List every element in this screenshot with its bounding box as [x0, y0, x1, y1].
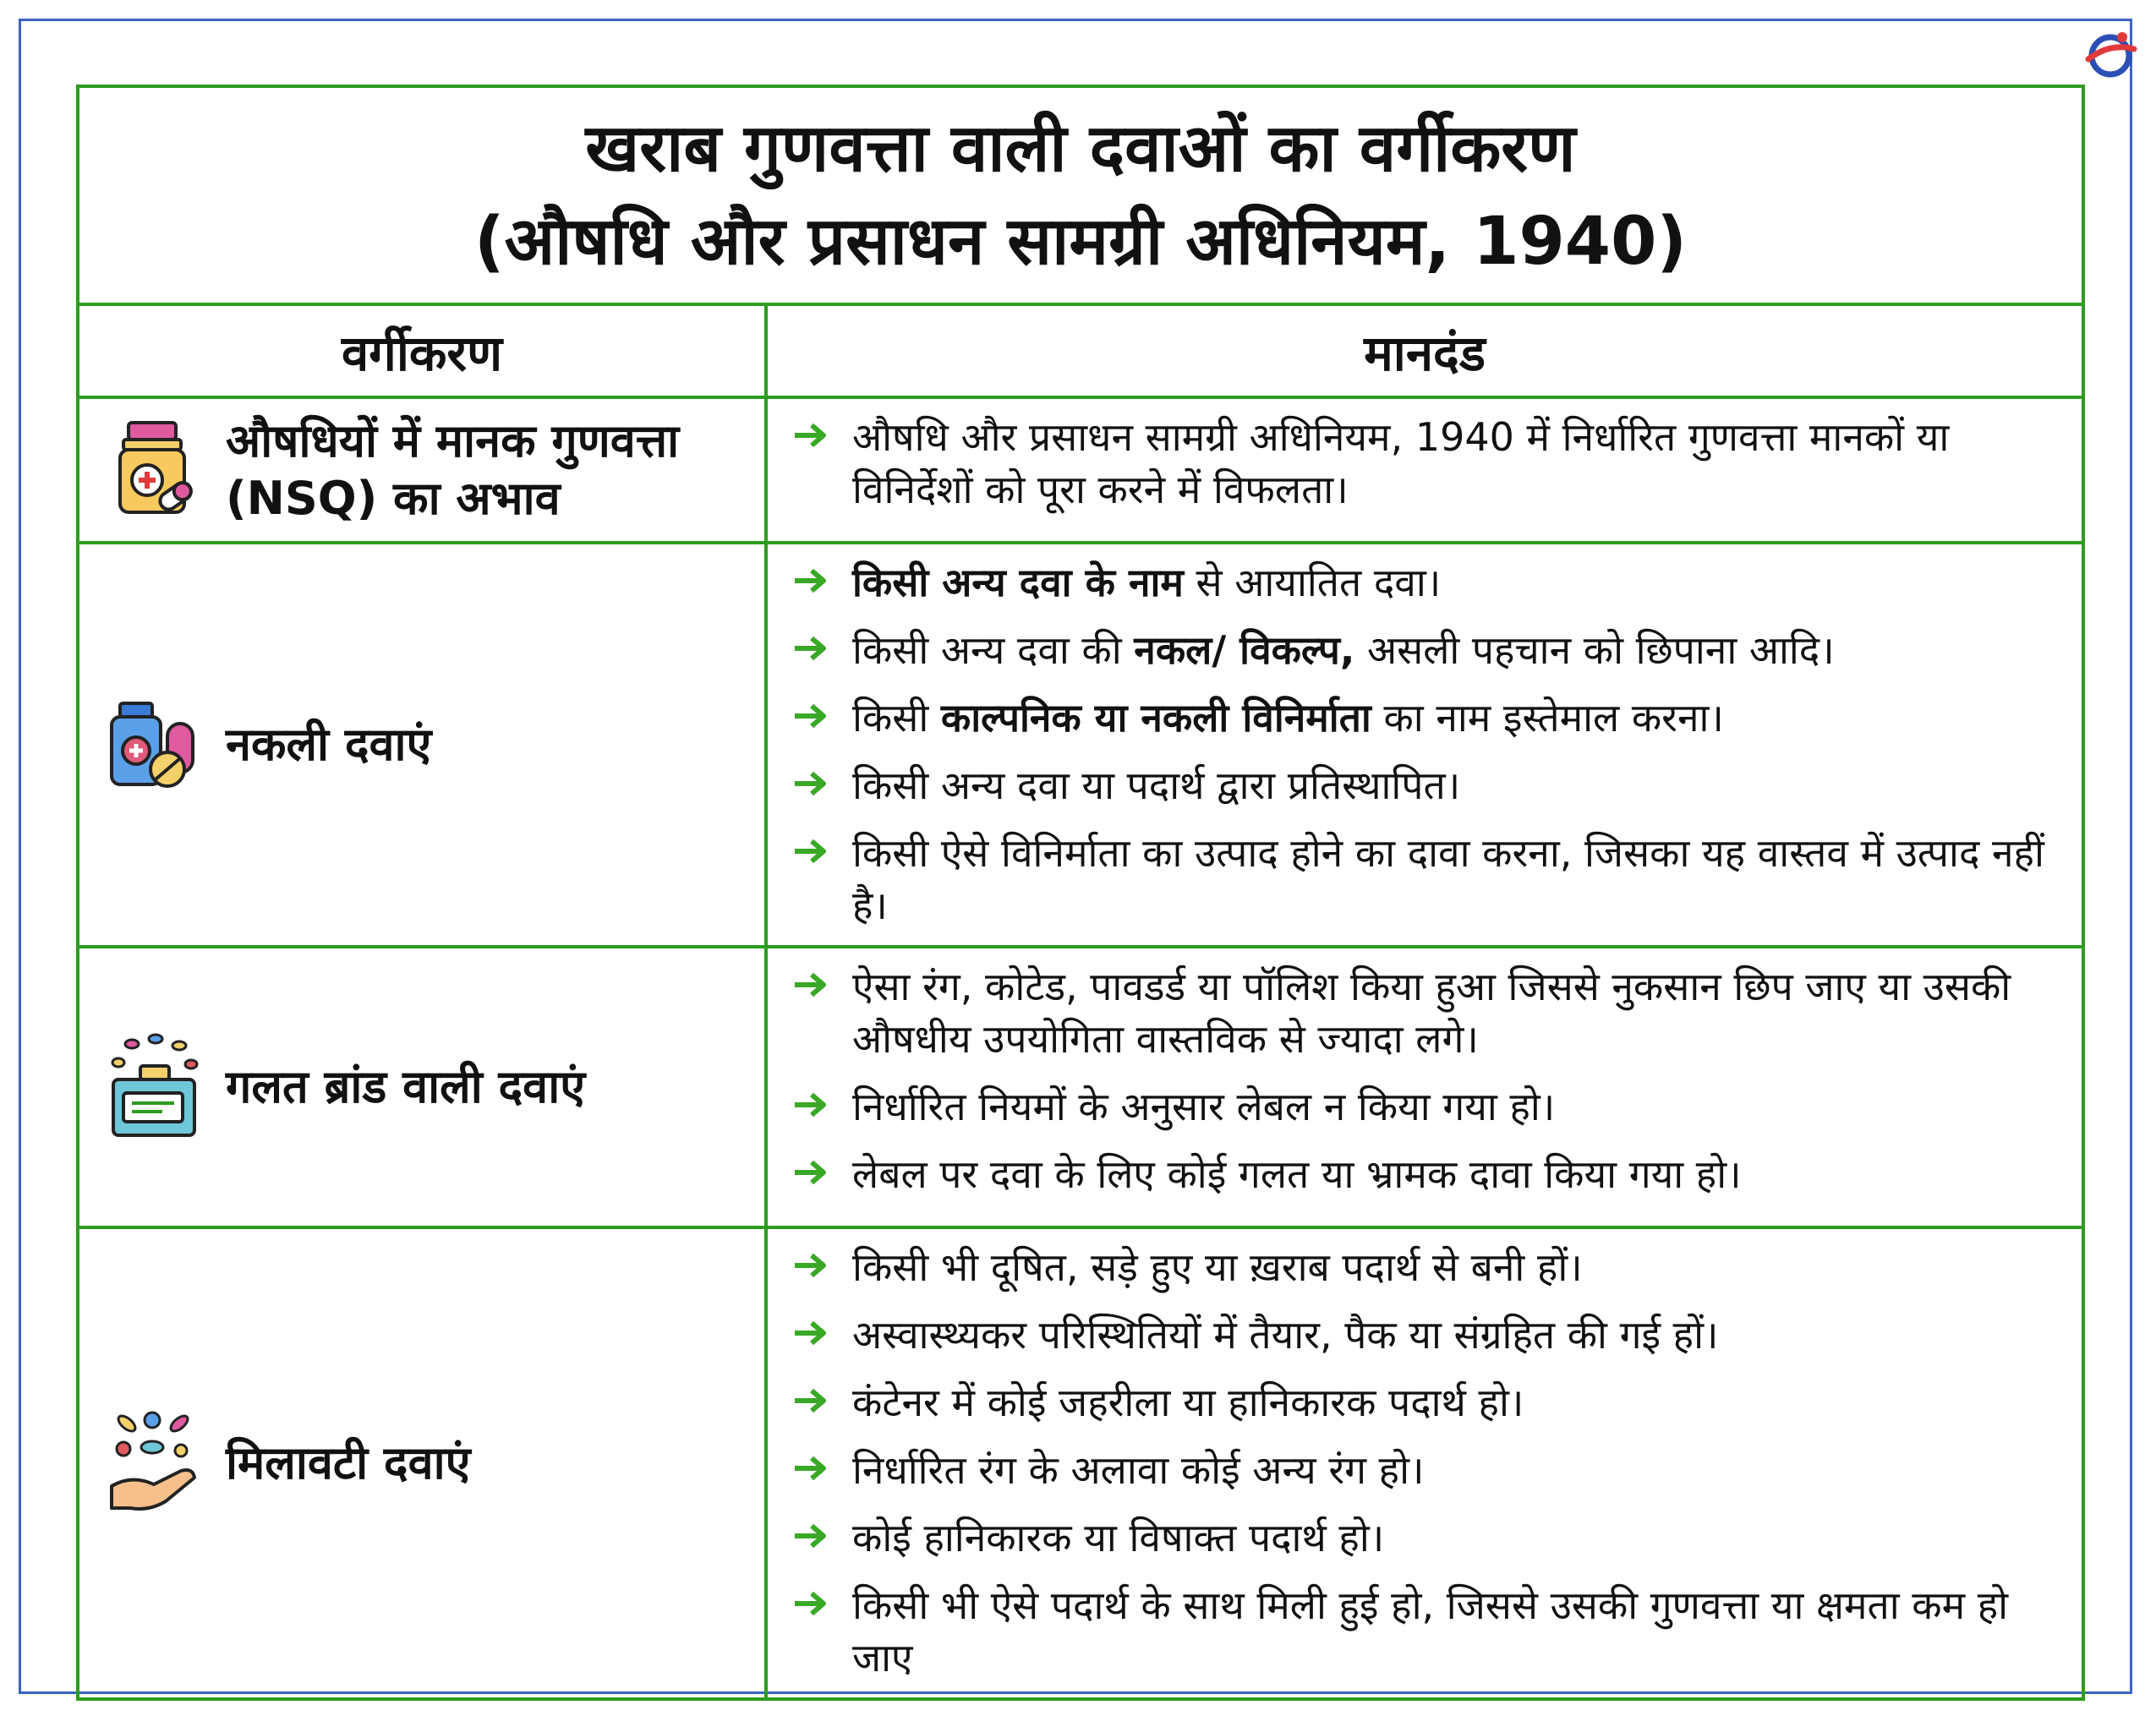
medicine-jar-icon	[105, 415, 202, 525]
arrow-right-icon	[793, 1454, 832, 1483]
arrow-right-icon	[793, 634, 832, 663]
criteria-text: किसी भी दूषित, सड़े हुए या ख़राब पदार्थ से बनी हों।	[852, 1244, 1583, 1290]
title-line-2: (औषधि और प्रसाधन सामग्री अधिनियम, 1940)	[473, 204, 1688, 280]
list-item	[793, 1080, 2073, 1133]
criteria-text: कंटेनर में कोई जहरीला या हानिकारक पदार्थ हो।	[852, 1380, 1524, 1425]
criteria-text: अस्वास्थ्यकर परिस्थितियों में तैयार, पैक या संग्रहित की गई हों।	[852, 1312, 1719, 1358]
criteria-text: किसी	[852, 695, 941, 741]
arrow-right-icon	[793, 566, 832, 595]
criteria-text: असली पहचान को छिपाना आदि।	[1354, 627, 1835, 673]
criteria-text: निर्धारित रंग के अलावा कोई अन्य रंग हो।	[852, 1447, 1425, 1493]
list-item	[793, 1148, 2073, 1200]
category-label-misbranded: गलत ब्रांड वाली दवाएं	[226, 1060, 586, 1113]
list-item	[793, 411, 2073, 516]
list-item	[793, 960, 2073, 1065]
list-item	[793, 691, 2073, 744]
table-row-adulterated	[78, 1227, 2083, 1699]
criteria-text: किसी अन्य दवा या पदार्थ द्वारा प्रतिस्थापित।	[852, 762, 1461, 808]
criteria-text: का नाम इस्तेमाल करना।	[1371, 695, 1724, 741]
list-item	[793, 759, 2073, 812]
list-item	[793, 1309, 2073, 1361]
list-item	[793, 556, 2073, 609]
arrow-right-icon	[793, 1158, 832, 1187]
criteria-text: औषधि और प्रसाधन सामग्री अधिनियम, 1940 में निर्धारित गुणवत्ता मानकों या विनिर्देशों को पूरा करने में विफलता।	[852, 414, 1950, 512]
arrow-right-icon	[793, 837, 832, 866]
arrow-right-icon	[793, 1522, 832, 1550]
criteria-bold-text: किसी अन्य दवा के नाम	[852, 560, 1184, 605]
criteria-list-adulterated	[768, 1229, 2082, 1697]
arrow-right-icon	[793, 769, 832, 798]
criteria-bold-text: काल्पनिक या नकली विनिर्माता	[940, 695, 1371, 741]
criteria-list-misbranded	[768, 948, 2082, 1214]
list-item	[793, 1511, 2073, 1564]
list-item	[793, 1376, 2073, 1429]
category-label-adulterated: मिलावटी दवाएं	[226, 1436, 471, 1489]
arrow-right-icon	[793, 702, 832, 730]
list-item	[793, 624, 2073, 676]
table-title	[78, 86, 2083, 304]
arrow-right-icon	[793, 421, 832, 450]
arrow-right-icon	[793, 1319, 832, 1347]
title-line-1: खराब गुणवत्ता वाली दवाओं का वर्गीकरण	[585, 111, 1576, 187]
arrow-right-icon	[793, 1251, 832, 1280]
header-category: वर्गीकरण	[78, 304, 766, 397]
list-item	[793, 1241, 2073, 1293]
criteria-text: ऐसा रंग, कोटेड, पावडर्ड या पॉलिश किया हुआ जिससे नुकसान छिप जाए या उसकी औषधीय उपयोगिता वास्तविक से ज्यादा लगे।	[852, 964, 2011, 1062]
list-item	[793, 1579, 2073, 1684]
hand-pills-icon	[105, 1408, 202, 1518]
header-criteria: मानदंड	[766, 304, 2083, 397]
criteria-text: किसी भी ऐसे पदार्थ के साथ मिली हुई हो, जिससे उसकी गुणवत्ता या क्षमता कम हो जाए	[852, 1582, 2009, 1680]
table-row-misbranded	[78, 947, 2083, 1227]
criteria-list-fake	[768, 544, 2082, 945]
table-row-nsq	[78, 397, 2083, 543]
arrow-right-icon	[793, 970, 832, 999]
medicine-box-icon	[105, 1032, 202, 1142]
list-item	[793, 827, 2073, 932]
classification-table	[76, 85, 2085, 1701]
category-label-fake: नकली दवाएं	[226, 718, 432, 771]
criteria-text: निर्धारित नियमों के अनुसार लेबल न किया गया हो।	[852, 1084, 1556, 1129]
category-label-nsq: औषधियों में मानक गुणवत्ता (NSQ) का अभाव	[226, 414, 680, 525]
list-item	[793, 1444, 2073, 1496]
criteria-text: से आयातित दवा।	[1183, 560, 1442, 605]
criteria-bold-text: नकल/ विकल्प,	[1134, 627, 1355, 673]
criteria-text: किसी अन्य दवा की	[852, 627, 1135, 673]
arrow-right-icon	[793, 1589, 832, 1618]
pill-bottle-icon	[105, 690, 202, 800]
arrow-right-icon	[793, 1386, 832, 1415]
criteria-text: कोई हानिकारक या विषाक्त पदार्थ हो।	[852, 1515, 1385, 1560]
criteria-list-nsq	[768, 399, 2082, 529]
criteria-text: किसी ऐसे विनिर्माता का उत्पाद होने का दावा करना, जिसका यह वास्तव में उत्पाद नहीं है।	[852, 830, 2044, 928]
arrow-right-icon	[793, 1090, 832, 1119]
brand-logo	[2082, 25, 2139, 83]
criteria-text: लेबल पर दवा के लिए कोई गलत या भ्रामक दावा किया गया हो।	[852, 1151, 1742, 1197]
table-row-fake	[78, 543, 2083, 947]
